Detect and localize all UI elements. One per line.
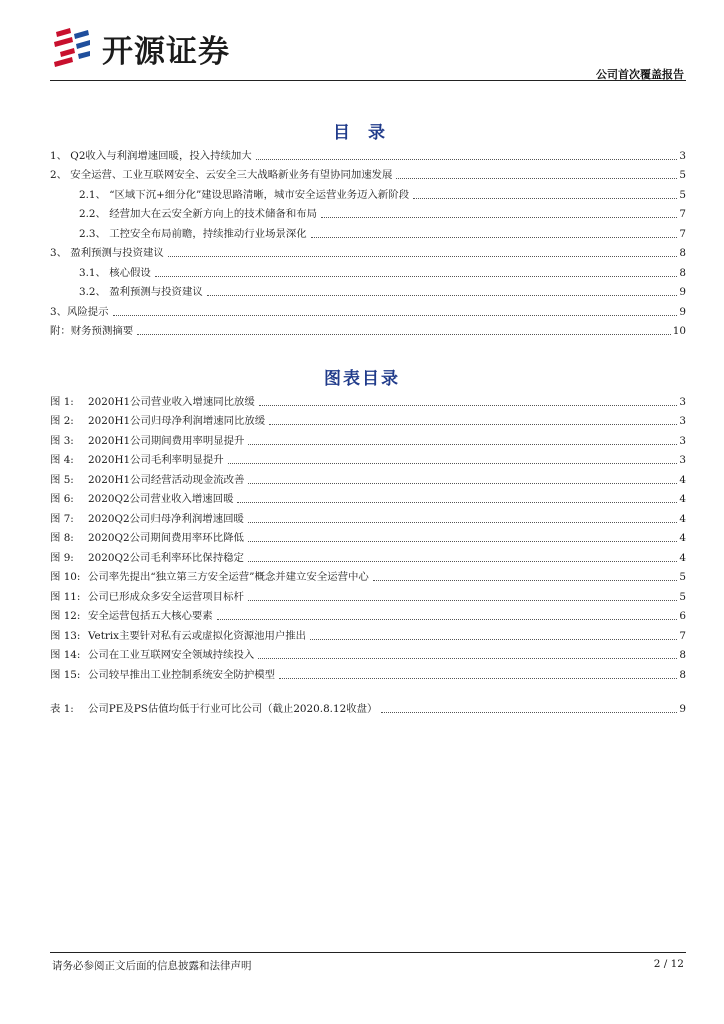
- toc-entry-page: 9: [679, 286, 686, 298]
- figure-entry-label: [50, 532, 246, 545]
- table-entry-text: 公司PE及PS估值均低于行业可比公司（截止2020.8.12收盘）: [88, 702, 378, 715]
- toc-entry[interactable]: [50, 163, 686, 183]
- report-type: 公司首次覆盖报告: [596, 68, 684, 81]
- figure-entry-text: 公司较早推出工业控制系统安全防护模型: [88, 668, 276, 681]
- figure-entry-text: 2020H1公司归母净利润增速同比放缓: [88, 415, 266, 427]
- figure-entry[interactable]: [50, 448, 686, 468]
- figure-entry-page: 8: [679, 649, 686, 661]
- figure-entry[interactable]: [50, 526, 686, 546]
- toc-entry-label: 3、 盈利预测与投资建议: [50, 247, 164, 259]
- leader-dots: [373, 579, 678, 581]
- toc-entry-page: 5: [679, 188, 686, 201]
- toc-entry-page: 5: [679, 169, 686, 181]
- toc-entry-label: 2.1、 “区域下沉+细分化”建设思路清晰，城市安全运营业务迈入新阶段: [79, 188, 410, 201]
- figure-entry-number: 图 5:: [50, 473, 74, 486]
- toc-entry-page: 8: [679, 266, 686, 279]
- figure-entry-number: 图 11:: [50, 590, 81, 603]
- figure-entry-label: [50, 610, 215, 623]
- leader-dots: [207, 294, 678, 296]
- leader-dots: [259, 404, 678, 406]
- figure-entry-page: 4: [679, 473, 686, 486]
- figure-entry-label: [50, 396, 257, 409]
- toc-entry-page: 7: [679, 227, 686, 240]
- toc-entry-label: 附：财务预测摘要: [50, 325, 134, 337]
- figure-entry-page: 8: [679, 668, 686, 681]
- figure-entry-label: [50, 571, 371, 584]
- figure-entry-page: 5: [679, 571, 686, 583]
- leader-dots: [310, 638, 677, 640]
- figure-entry[interactable]: [50, 604, 686, 624]
- toc-entry[interactable]: [50, 182, 686, 202]
- figure-entry-text: 2020Q2公司期间费用率环比降低: [88, 532, 244, 544]
- figure-entry-label: [50, 591, 246, 604]
- toc-entry-label: 2.2、 经营加大在云安全新方向上的技术储备和布局: [79, 208, 318, 220]
- toc-entry[interactable]: [50, 319, 686, 339]
- leader-dots: [248, 521, 678, 523]
- leader-dots: [248, 560, 678, 562]
- leader-dots: [413, 197, 677, 199]
- figure-entry-text: 2020H1公司营业收入增速同比放缓: [88, 395, 255, 408]
- figure-entry[interactable]: [50, 545, 686, 565]
- figure-entry[interactable]: [50, 487, 686, 507]
- toc-entry-label: 1、 Q2收入与利润增速回暖，投入持续加大: [50, 149, 252, 162]
- figure-entry-number: 图 6:: [50, 493, 74, 505]
- table-entry-page: 9: [679, 702, 686, 715]
- figure-entry-number: 图 4:: [50, 454, 74, 466]
- leader-dots: [248, 540, 678, 542]
- leader-dots: [256, 158, 678, 160]
- figure-entry[interactable]: [50, 428, 686, 448]
- figure-entry-label: [50, 513, 246, 526]
- leader-dots: [258, 657, 677, 659]
- figures-title: 图表目录: [324, 369, 400, 389]
- leader-dots: [269, 423, 677, 425]
- figure-entry[interactable]: [50, 467, 686, 487]
- figure-entry-label: [50, 669, 277, 682]
- table-entry-label: [50, 703, 379, 716]
- figure-entry-text: 2020H1公司经营活动现金流改善: [88, 473, 245, 486]
- figure-entry-text: 2020H1公司期间费用率明显提升: [88, 434, 245, 447]
- toc-entry-page: 10: [672, 325, 686, 337]
- toc-entry[interactable]: [50, 299, 686, 319]
- figure-entry-number: 图 1:: [50, 395, 74, 408]
- figure-entry-text: 2020H1公司毛利率明显提升: [88, 454, 224, 466]
- figure-entry-text: 公司在工业互联网安全领域持续投入: [88, 649, 255, 661]
- figure-entry-number: 图 14:: [50, 649, 81, 661]
- toc-entry[interactable]: [50, 143, 686, 163]
- figure-entry-page: 3: [679, 395, 686, 408]
- figure-entry-page: 5: [679, 590, 686, 603]
- toc-entry[interactable]: [50, 202, 686, 222]
- figure-entry-number: 图 9:: [50, 551, 74, 564]
- toc-title: 目 录: [333, 123, 391, 143]
- leader-dots: [248, 443, 677, 445]
- footer-disclaimer: 请务必参阅正文后面的信息披露和法律声明: [52, 960, 252, 972]
- figure-entry-page: 4: [679, 512, 686, 525]
- toc-entry-page: 3: [679, 149, 686, 162]
- leader-dots: [279, 677, 677, 679]
- toc-entry-page: 9: [679, 305, 686, 318]
- figure-entry-text: 2020Q2公司营业收入增速回暖: [88, 493, 234, 505]
- footer-divider: [50, 952, 686, 953]
- toc-entry-label: 3、风险提示: [50, 305, 109, 318]
- tables-list: [50, 696, 686, 716]
- table-entry-number: 表 1:: [50, 702, 74, 715]
- figure-entry[interactable]: [50, 623, 686, 643]
- leader-dots: [311, 236, 678, 238]
- toc-list: [50, 143, 686, 338]
- leader-dots: [396, 177, 677, 179]
- leader-dots: [381, 711, 677, 713]
- leader-dots: [248, 599, 678, 601]
- figure-entry[interactable]: [50, 662, 686, 682]
- figure-entry-number: 图 8:: [50, 532, 74, 544]
- figure-entry[interactable]: [50, 643, 686, 663]
- leader-dots: [237, 501, 677, 503]
- leader-dots: [137, 333, 671, 335]
- figure-entry-page: 3: [679, 454, 686, 466]
- logo-mark-icon: [52, 26, 92, 70]
- toc-entry-page: 8: [679, 247, 686, 259]
- figure-entry-text: 公司已形成众多安全运营项目标杆: [88, 590, 244, 603]
- toc-entry-page: 7: [679, 208, 686, 220]
- figure-entry-label: [50, 552, 246, 565]
- figure-entry-number: 图 3:: [50, 434, 74, 447]
- figure-entry[interactable]: [50, 584, 686, 604]
- leader-dots: [248, 482, 677, 484]
- leader-dots: [155, 275, 678, 277]
- figure-entry-text: 公司率先提出“独立第三方安全运营”概念并建立安全运营中心: [88, 571, 369, 583]
- toc-entry[interactable]: [50, 280, 686, 300]
- figure-entry-page: 4: [679, 551, 686, 564]
- figure-entry-label: [50, 435, 246, 448]
- figure-entry-number: 图 10:: [50, 571, 81, 583]
- figure-entry-page: 3: [679, 434, 686, 447]
- figure-entry-label: [50, 493, 235, 506]
- figure-entry-number: 图 2:: [50, 415, 74, 427]
- leader-dots: [321, 216, 677, 218]
- leader-dots: [168, 255, 678, 257]
- toc-entry[interactable]: [50, 260, 686, 280]
- toc-entry[interactable]: [50, 241, 686, 261]
- figure-entry-label: [50, 474, 246, 487]
- figure-entry-text: 安全运营包括五大核心要素: [88, 610, 213, 622]
- figure-entry-page: 6: [679, 610, 686, 622]
- page-indicator: 2 / 12: [653, 958, 684, 970]
- figure-entry-number: 图 15:: [50, 668, 81, 681]
- toc-entry-label: 2、 安全运营、工业互联网安全、云安全三大战略新业务有望协同加速发展: [50, 169, 393, 181]
- toc-entry-label: 3.2、 盈利预测与投资建议: [79, 286, 203, 298]
- toc-entry-label: 3.1、 核心假设: [79, 266, 151, 279]
- figure-entry-label: [50, 649, 256, 662]
- figure-entry[interactable]: [50, 409, 686, 429]
- figure-entry-page: 7: [679, 629, 686, 642]
- figure-entry-page: 3: [679, 415, 686, 427]
- leader-dots: [113, 314, 678, 316]
- figure-entry-text: 2020Q2公司归母净利润增速回暖: [88, 512, 244, 525]
- figure-entry-text: Vetrix主要针对私有云或虚拟化资源池用户推出: [88, 629, 307, 642]
- toc-entry-label: 2.3、 工控安全布局前瞻，持续推动行业场景深化: [79, 227, 307, 240]
- figure-entry-number: 图 12:: [50, 610, 81, 622]
- figure-entry-label: [50, 630, 308, 643]
- figure-entry-number: 图 7:: [50, 512, 74, 525]
- table-entry[interactable]: [50, 696, 686, 716]
- toc-entry[interactable]: [50, 221, 686, 241]
- figure-entry[interactable]: [50, 506, 686, 526]
- brand-name: 开源证券: [102, 33, 230, 70]
- figure-entry[interactable]: [50, 565, 686, 585]
- figure-entry-label: [50, 454, 226, 467]
- page-header: [52, 18, 684, 80]
- brand-logo: [52, 22, 230, 74]
- figure-entry-page: 4: [679, 493, 686, 505]
- figure-entry-text: 2020Q2公司毛利率环比保持稳定: [88, 551, 244, 564]
- figure-entry-label: [50, 415, 267, 428]
- figure-entry[interactable]: [50, 389, 686, 409]
- leader-dots: [217, 618, 678, 620]
- figure-entry-page: 4: [679, 532, 686, 544]
- header-divider: [50, 80, 686, 81]
- figures-list: [50, 389, 686, 682]
- leader-dots: [228, 462, 678, 464]
- figure-entry-number: 图 13:: [50, 629, 81, 642]
